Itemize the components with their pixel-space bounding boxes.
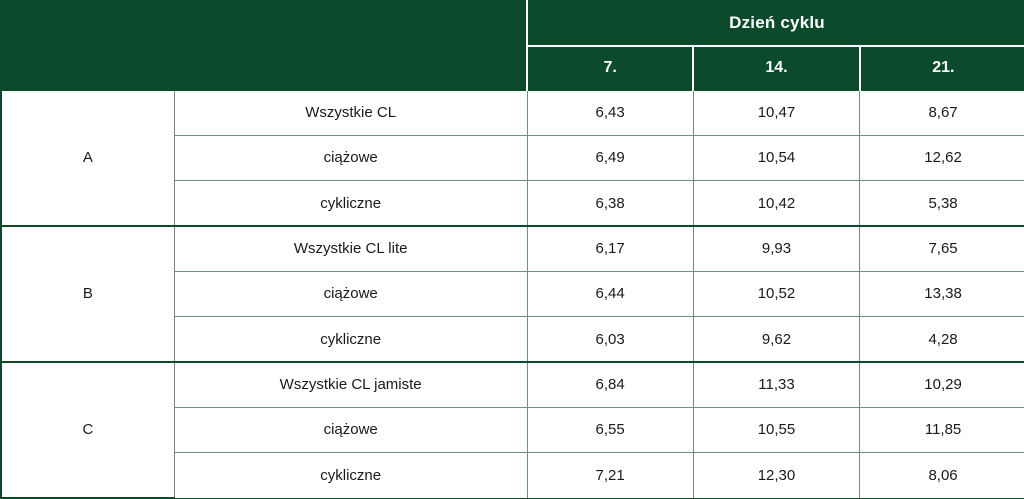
row-label: Wszystkie CL jamiste (174, 362, 527, 407)
header-cycle-day: Dzień cyklu (527, 0, 1024, 46)
header-corner-label (174, 0, 527, 90)
cell-value: 6,49 (527, 135, 693, 180)
cell-value: 8,67 (860, 90, 1024, 135)
cell-value: 7,65 (860, 226, 1024, 271)
header-day-14: 14. (693, 46, 859, 90)
cell-value: 6,03 (527, 317, 693, 362)
cell-value: 12,30 (693, 453, 859, 498)
row-label: Wszystkie CL lite (174, 226, 527, 271)
cell-value: 9,93 (693, 226, 859, 271)
row-label: ciążowe (174, 135, 527, 180)
row-label: ciążowe (174, 271, 527, 316)
cell-value: 9,62 (693, 317, 859, 362)
cell-value: 10,52 (693, 271, 859, 316)
row-label: cykliczne (174, 453, 527, 498)
table-body (2, 90, 1024, 498)
group-label-b: B (2, 226, 174, 362)
cell-value: 10,47 (693, 90, 859, 135)
table-row (2, 90, 1024, 135)
table-row (2, 226, 1024, 271)
cell-value: 7,21 (527, 453, 693, 498)
group-label-c: C (2, 362, 174, 498)
cell-value: 10,29 (860, 362, 1024, 407)
cell-value: 6,38 (527, 181, 693, 226)
cell-value: 11,85 (860, 407, 1024, 452)
header-day-7: 7. (527, 46, 693, 90)
header-corner-group (2, 0, 174, 90)
row-label: Wszystkie CL (174, 90, 527, 135)
group-label-a: A (2, 90, 174, 226)
cell-value: 10,42 (693, 181, 859, 226)
row-label: cykliczne (174, 181, 527, 226)
results-table (2, 0, 1024, 499)
cell-value: 6,43 (527, 90, 693, 135)
cell-value: 6,17 (527, 226, 693, 271)
header-day-21: 21. (860, 46, 1024, 90)
row-label: cykliczne (174, 317, 527, 362)
cell-value: 10,55 (693, 407, 859, 452)
cell-value: 6,44 (527, 271, 693, 316)
cell-value: 8,06 (860, 453, 1024, 498)
cell-value: 13,38 (860, 271, 1024, 316)
cell-value: 6,84 (527, 362, 693, 407)
table-header-row-top (2, 0, 1024, 46)
cell-value: 12,62 (860, 135, 1024, 180)
cell-value: 5,38 (860, 181, 1024, 226)
row-label: ciążowe (174, 407, 527, 452)
cell-value: 4,28 (860, 317, 1024, 362)
table-row (2, 362, 1024, 407)
cell-value: 10,54 (693, 135, 859, 180)
table-header (2, 0, 1024, 90)
cell-value: 11,33 (693, 362, 859, 407)
cell-value: 6,55 (527, 407, 693, 452)
